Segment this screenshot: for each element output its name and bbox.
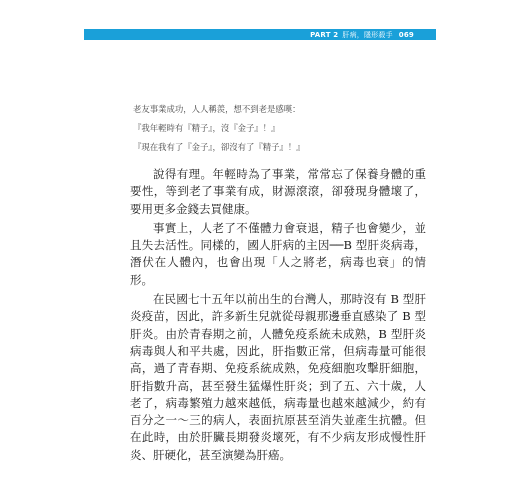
running-header (84, 29, 436, 40)
paragraph-1: 說得有理。年輕時為了事業，常常忘了保養身體的重要性，等到老了事業有成，財源滾滾，卻發現身體壞了，要用更多金錢去買健康。 (130, 167, 426, 216)
quote-line-1: 老友事業成功，人人稱羨，想不到老是感嘆： (133, 104, 301, 114)
paragraph-3: 在民國七十五年以前出生的台灣人，那時沒有 B 型肝炎疫苗，因此，許多新生兒就從母親那邊垂直感染了 B 型肝炎。由於青春期之前，人體免疫系統未成熟，B 型肝炎病毒與人和平共處，因此，肝指數正常，但病毒量可能很高，過了青春期、免疫系統成熟，免疫細胞攻擊肝細胞，肝指數升高，甚至發生猛爆性肝炎；到了五、六十歲，人老了，病毒繁殖力越來越低，病毒量也越來越減少，約有百分之一～三的病人，表面抗原甚至消失並產生抗體。但在此時，由於肝臟長期發炎壞死，有不少病友形成慢性肝炎、肝硬化，甚至演變為肝癌。 (130, 292, 426, 462)
paragraph-2: 事實上，人老了不僅體力會衰退，精子也會變少，並且失去活性。同樣的，國人肝病的主因──B 型肝炎病毒，潛伏在人體內，也會出現「人之將老，病毒也衰」的情形。 (130, 220, 426, 287)
body-text (130, 166, 426, 466)
quote-line-3: 『現在我有了『金子』，卻沒有了『精子』！』 (133, 142, 305, 152)
quote-line-2: 『我年輕時有『精子』，沒『金子』！』 (133, 123, 280, 133)
header-chapter-title: 肝病，隱形殺手 (342, 30, 393, 39)
header-part-label: PART 2 (310, 30, 339, 39)
page-number: 069 (398, 30, 414, 39)
